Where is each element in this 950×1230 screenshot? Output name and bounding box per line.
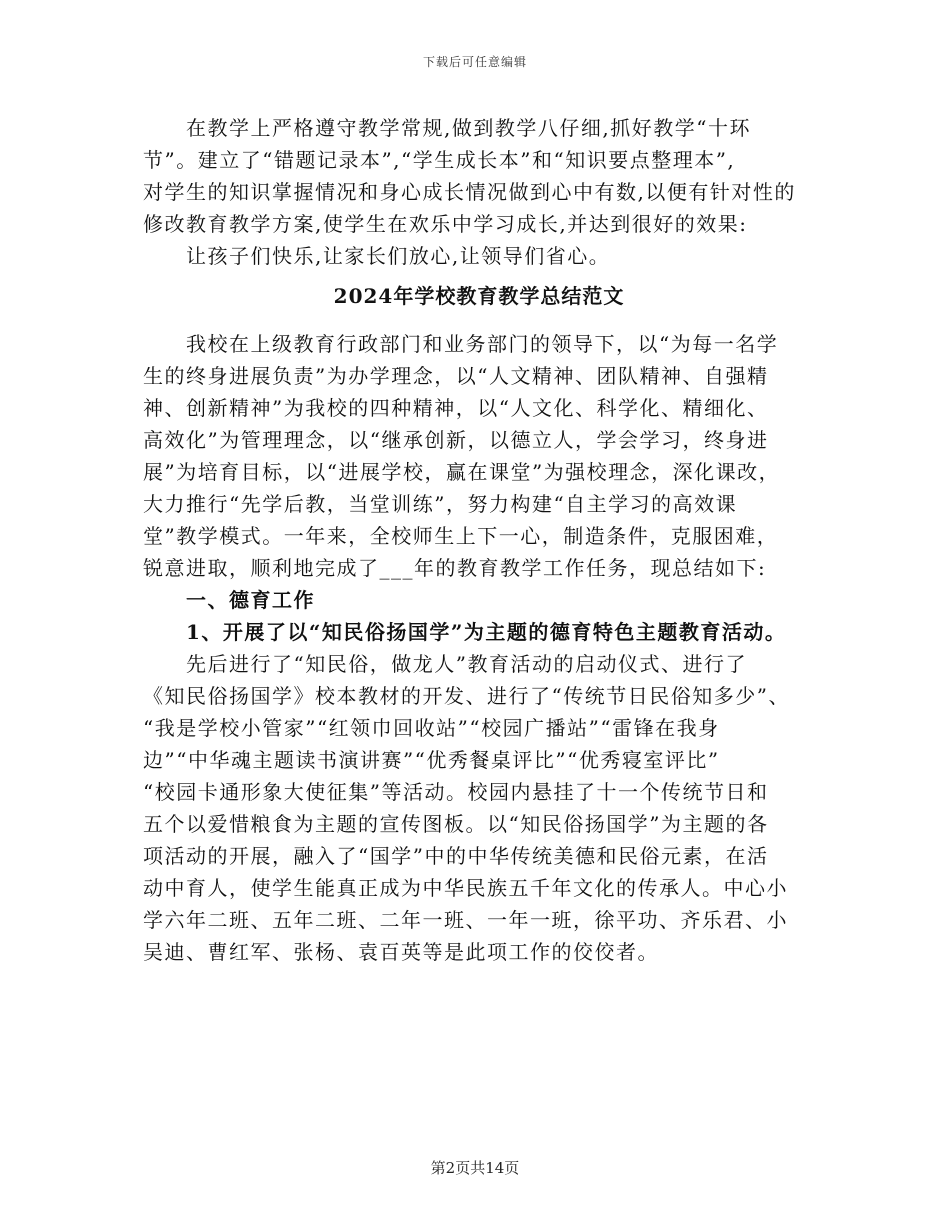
paragraph-line: 五个以爱惜粮食为主题的宣传图板。以“知民俗扬国学”为主题的各 bbox=[143, 812, 769, 836]
page-header: 下载后可任意编辑 bbox=[422, 55, 527, 69]
paragraph-line: 神、创新精神”为我校的四种精神，以“人文化、科学化、精细化、 bbox=[143, 396, 769, 420]
paragraph-line: 节”。建立了“错题记录本”,“学生成长本”和“知识要点整理本”, bbox=[143, 148, 736, 172]
paragraph-line: 高效化”为管理理念，以“继承创新，以德立人，学会学习，终身进 bbox=[143, 428, 769, 452]
paragraph-line: 学六年二班、五年二班、二年一班、一年一班，徐平功、齐乐君、小 bbox=[143, 908, 788, 932]
paragraph-line: 边”“中华魂主题读书演讲赛”“优秀餐桌评比”“优秀寝室评比” bbox=[143, 748, 720, 772]
closing-paragraph bbox=[143, 240, 815, 272]
paragraph-line: 动中育人，使学生能真正成为中华民族五千年文化的传承人。中心小 bbox=[143, 876, 788, 900]
paragraph-line: 对学生的知识掌握情况和身心成长情况做到心中有数,以便有针对性的 bbox=[143, 180, 796, 204]
paragraph-line: 吴迪、曹红军、张杨、袁百英等是此项工作的佼佼者。 bbox=[143, 940, 659, 964]
activity-paragraph bbox=[143, 648, 815, 968]
paragraph-line: 让孩子们快乐,让家长们放心,让领导们省心。 bbox=[186, 244, 611, 268]
paragraph-line: 《知民俗扬国学》校本教材的开发、进行了“传统节日民俗知多少”、 bbox=[143, 684, 790, 708]
paragraph-line: 锐意进取，顺利地完成了___年的教育教学工作任务，现总结如下: bbox=[143, 556, 767, 580]
paragraph-line: 展”为培育目标，以“进展学校，赢在课堂”为强校理念，深化课改， bbox=[143, 460, 781, 484]
paragraph-line: 生的终身进展负责”为办学理念，以“人文精神、团队精神、自强精 bbox=[143, 364, 769, 388]
section-heading-moral-education: 一、德育工作 bbox=[186, 588, 315, 612]
summary-paragraph bbox=[143, 328, 815, 584]
paragraph-line: 先后进行了“知民俗，做龙人”教育活动的启动仪式、进行了 bbox=[186, 652, 747, 676]
paragraph-line: 修改教育教学方案,使学生在欢乐中学习成长,并达到很好的效果: bbox=[143, 212, 748, 236]
paragraph-line: 大力推行“先学后教，当堂训练”，努力构建“自主学习的高效课 bbox=[143, 492, 738, 516]
document-title: 2024年学校教育教学总结范文 bbox=[333, 284, 625, 308]
paragraph-line: 我校在上级教育行政部门和业务部门的领导下，以“为每一名学 bbox=[186, 332, 779, 356]
paragraph-line: 在教学上严格遵守教学常规,做到教学八仔细,抓好教学“十环 bbox=[186, 116, 751, 140]
paragraph-line: 项活动的开展，融入了“国学”中的中华传统美德和民俗元素，在活 bbox=[143, 844, 769, 868]
paragraph-line: “我是学校小管家”“红领巾回收站”“校园广播站”“雷锋在我身 bbox=[143, 716, 720, 740]
document-body bbox=[143, 112, 815, 968]
paragraph-line: 堂”教学模式。一年来，全校师生上下一心，制造条件，克服困难， bbox=[143, 524, 779, 548]
page-number-footer: 第2页共14页 bbox=[430, 1159, 520, 1177]
paragraph-line: “校园卡通形象大使征集”等活动。校园内悬挂了十一个传统节日和 bbox=[143, 780, 769, 804]
subsection-heading-folk-culture: 1、开展了以“知民俗扬国学”为主题的德育特色主题教育活动。 bbox=[186, 620, 787, 644]
intro-paragraph bbox=[143, 112, 815, 240]
